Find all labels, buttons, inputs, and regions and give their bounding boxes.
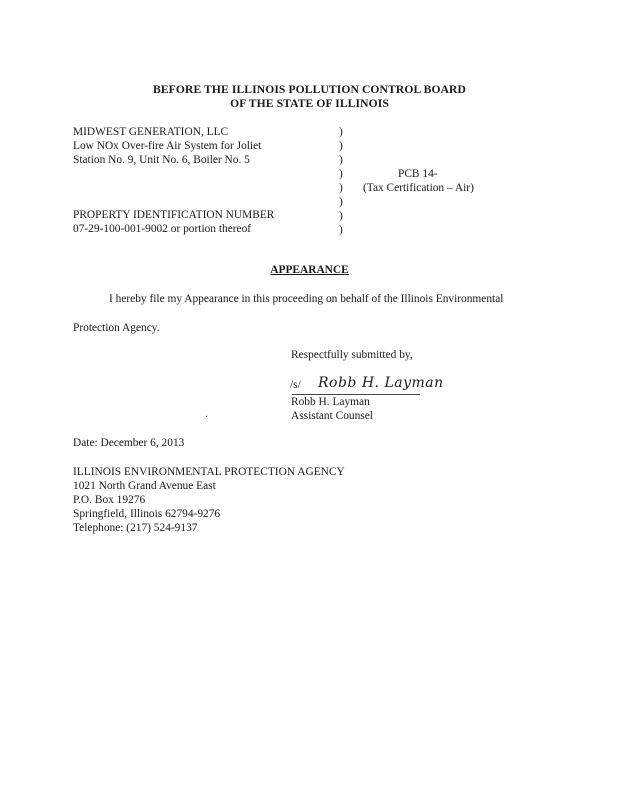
caption-bracket: ) bbox=[339, 126, 343, 138]
caption-bracket: ) bbox=[339, 154, 343, 166]
party-description-line-1: Low NOx Over-fire Air System for Joliet bbox=[73, 140, 262, 152]
stray-mark: . bbox=[205, 408, 208, 420]
signer-title: Assistant Counsel bbox=[291, 410, 373, 422]
closing-phrase: Respectfully submitted by, bbox=[291, 349, 413, 361]
party-name: MIDWEST GENERATION, LLC bbox=[73, 126, 229, 138]
caption-bracket: ) bbox=[339, 196, 343, 208]
caption-bracket: ) bbox=[339, 140, 343, 152]
property-id-label: PROPERTY IDENTIFICATION NUMBER bbox=[73, 209, 275, 221]
property-id-number: 07-29-100-001-9002 or portion thereof bbox=[73, 223, 252, 235]
agency-po-box: P.O. Box 19276 bbox=[73, 494, 146, 506]
signature-image: Robb H. Layman bbox=[318, 375, 444, 391]
document-title: APPEARANCE bbox=[270, 264, 349, 276]
case-number: PCB 14- bbox=[398, 168, 438, 180]
signer-name: Robb H. Layman bbox=[291, 396, 370, 408]
caption-bracket: ) bbox=[339, 168, 343, 180]
signature-prefix: /s/ bbox=[290, 379, 301, 391]
agency-street: 1021 North Grand Avenue East bbox=[73, 480, 216, 492]
agency-name: ILLINOIS ENVIRONMENTAL PROTECTION AGENCY bbox=[73, 466, 345, 478]
caption-bracket: ) bbox=[339, 182, 343, 194]
caption-bracket: ) bbox=[339, 224, 343, 236]
state-heading: OF THE STATE OF ILLINOIS bbox=[230, 97, 389, 110]
signature-line bbox=[292, 394, 420, 395]
agency-phone: Telephone: (217) 524-9137 bbox=[73, 522, 198, 534]
case-type: (Tax Certification – Air) bbox=[363, 182, 474, 194]
appearance-paragraph-line-2: Protection Agency. bbox=[73, 322, 160, 334]
agency-city: Springfield, Illinois 62794-9276 bbox=[73, 508, 221, 520]
board-name-heading: BEFORE THE ILLINOIS POLLUTION CONTROL BOARD bbox=[153, 83, 466, 96]
party-description-line-2: Station No. 9, Unit No. 6, Boiler No. 5 bbox=[73, 154, 250, 166]
appearance-paragraph-line-1: I hereby file my Appearance in this proceeding on behalf of the Illinois Environmental bbox=[109, 293, 504, 305]
caption-bracket: ) bbox=[339, 210, 343, 222]
filing-date: Date: December 6, 2013 bbox=[73, 437, 185, 449]
